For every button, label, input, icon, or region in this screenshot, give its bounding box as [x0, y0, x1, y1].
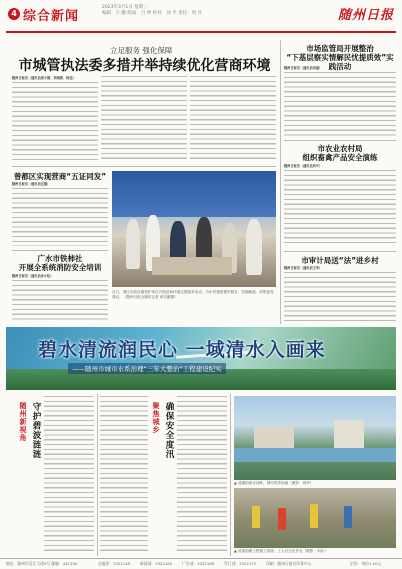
lead-body-col-1: [12, 82, 98, 162]
issue-info: [102, 5, 212, 17]
footer-item: 印刷：随州日报社印务中心: [266, 561, 312, 566]
lead-body-col-3: [190, 76, 276, 162]
river-building: [334, 420, 364, 448]
agriculture-body: [284, 170, 396, 246]
mid-column-body-a: [100, 396, 148, 554]
left-mid-byline: 随州日报讯（通讯员汪刚）: [12, 182, 51, 186]
right-top-byline: 随州日报讯（通讯员刘丽）: [284, 66, 323, 70]
left-mid-body: [12, 188, 108, 246]
masthead: [0, 0, 402, 30]
law-byline: 随州日报讯（通讯员王华）: [284, 266, 323, 270]
left-low-byline: 随州日报讯（通讯员余小松）: [12, 274, 54, 278]
footer-item: 总编室：3322145: [98, 561, 131, 566]
lead-kicker: 立足服务 强化保障: [110, 46, 173, 55]
works-photo-caption: ▲ 河道治理工程施工现场，工人们正在作业（摄影：刘兵）: [234, 549, 328, 553]
works-worker: [344, 506, 352, 528]
law-body: [284, 272, 396, 322]
photo-table: [152, 257, 232, 275]
footer-item: 发行部：3322175: [224, 561, 257, 566]
right-top-body: [284, 72, 396, 136]
left-column-body: [44, 396, 94, 554]
bottom-rule-2: [230, 394, 231, 556]
lead-divider: [12, 166, 276, 167]
left-mid-headline: 曾都区实现营商“五证同发”: [13, 172, 107, 181]
issue-date: 2023年3月1日 星期三: [102, 5, 148, 10]
works-worker: [278, 508, 286, 530]
works-photo: [234, 488, 396, 548]
newspaper-logo: 随州日报: [338, 8, 395, 23]
lead-body-col-2: [101, 76, 187, 162]
river-water: [234, 448, 396, 462]
mid-column-title: 确保安全度汛: [164, 402, 174, 459]
page-number-badge: 4: [8, 8, 20, 20]
works-worker: [310, 504, 318, 528]
right-divider-2: [284, 251, 396, 252]
agriculture-headline: 市农业农村局 组织畜禽产品安全演练: [302, 144, 378, 162]
page-footer: [0, 558, 402, 569]
masthead-rule: [6, 31, 396, 33]
lead-headline: 市城管执法委多措并举持续优化营商环境: [18, 58, 271, 74]
lead-photo-caption: 近日，城区市政设施管护单位开展营商环境志愿服务活动，为市民提供便民服务、答疑解惑，收集意见建议。（随州日报全媒体记者 黄宗鹏摄）: [112, 290, 274, 299]
agriculture-byline: 随州日报讯（通讯员刘平）: [284, 164, 323, 168]
river-photo: [234, 396, 396, 480]
photo-person: [246, 219, 262, 275]
column-rule-right: [280, 40, 281, 324]
left-low-headline: 广水市铁柿社 开展全系统消防安全培训: [18, 254, 102, 272]
issue-editors: 编辑：王 鹏 版面：吕 坤 校对：刘 平 责任：周 丹: [102, 11, 203, 16]
river-building: [254, 426, 294, 448]
mid-column-label: 聚焦城乡: [152, 402, 160, 434]
footer-item: 新闻部：3322163: [140, 561, 173, 566]
banner-title: 碧水清流润民心 一域清水入画来: [38, 339, 326, 361]
photo-person: [126, 219, 140, 269]
bottom-rule-1: [97, 394, 98, 556]
left-low-body: [12, 280, 108, 322]
left-column-label: 随州新视角: [19, 402, 27, 442]
section-title: 综合新闻: [23, 9, 80, 24]
lead-photo: [112, 171, 276, 287]
left-column-title: 守护碧波涟涟: [31, 402, 41, 459]
footer-item: 定价：每份1.00元: [350, 561, 382, 566]
river-photo-caption: ▲ 清澈的涢水河畔，城市美景如画（摄影：周华）: [234, 481, 314, 485]
left-divider: [12, 250, 108, 251]
works-worker: [252, 506, 260, 528]
right-divider-1: [284, 140, 396, 141]
footer-item: 广告部：3322168: [182, 561, 215, 566]
law-headline: 市审计局送“法”进乡村: [301, 256, 379, 265]
banner-subtitle: ——随州市城市水系治理“三年大整治”工程建设纪实: [68, 363, 226, 374]
feature-banner: [6, 327, 396, 390]
footer-address: 地址：随州市沿江大道5号 邮编：441300: [6, 561, 78, 566]
lead-byline: 随州日报讯（通讯员周小静、李晓婷、杨佳）: [12, 76, 76, 80]
right-top-headline: 市场监管局开展整治 “下基层察实情解民忧提质效”实践活动: [286, 44, 394, 71]
photo-tent: [112, 171, 276, 217]
mid-column-body-b: [177, 396, 227, 554]
